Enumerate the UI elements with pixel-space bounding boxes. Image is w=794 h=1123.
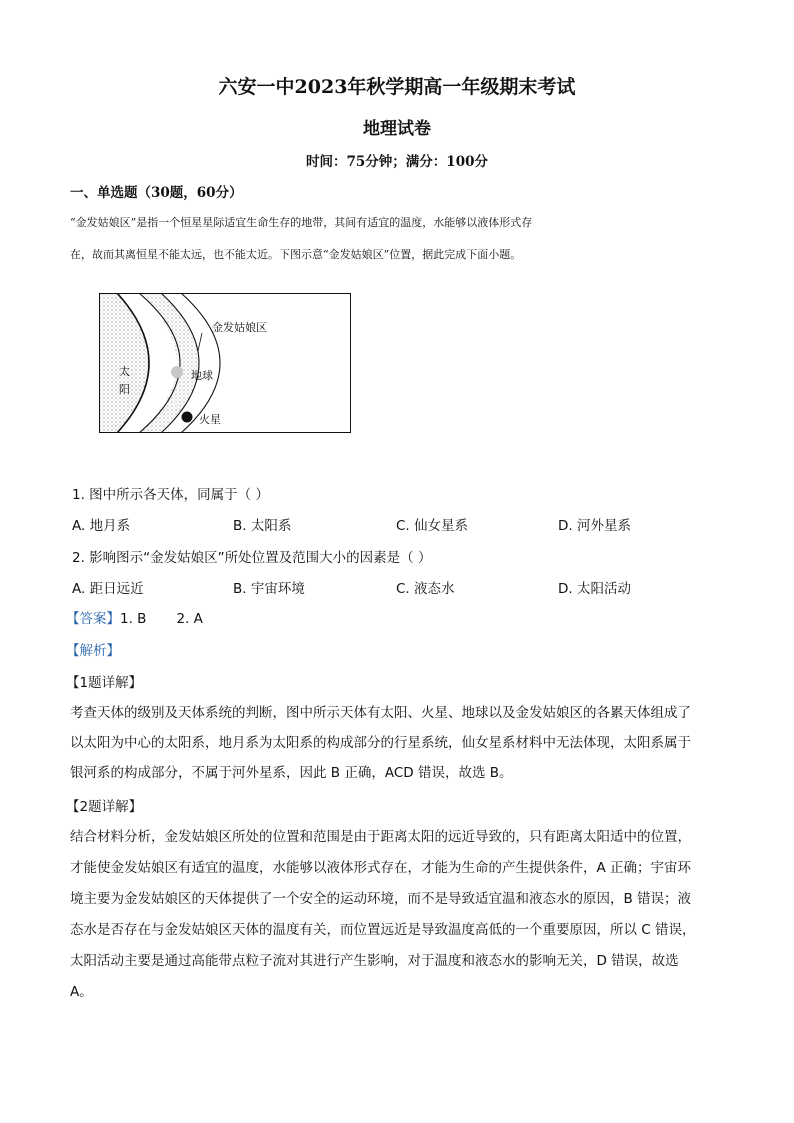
- earth-dot: [171, 366, 183, 378]
- q2-option-b: B. 宇宙环境: [233, 581, 305, 597]
- detail-1-line-3: 银河系的构成部分，不属于河外星系，因此 B 正确，ACD 错误，故选 B。: [70, 765, 513, 781]
- section-heading: 一、单选题（30题，60分）: [70, 185, 243, 201]
- sun-label-1: 太: [119, 365, 130, 378]
- detail-2-line-6: A。: [70, 984, 93, 1000]
- mars-label: 火星: [199, 413, 221, 426]
- detail-1-line-1: 考查天体的级别及天体系统的判断，图中所示天体有太阳、火星、地球以及金发姑娘区的各累天体组成了: [70, 705, 691, 721]
- material-line-1: “金发姑娘区”是指一个恒星星际适宜生命生存的地带，其间有适宜的温度，水能够以液体形式存: [70, 216, 533, 229]
- q1-option-a: A. 地月系: [72, 518, 131, 534]
- detail-2-line-5: 太阳活动主要是通过高能带点粒子流对其进行产生影响，对于温度和液态水的影响无关，D 错误，故选: [70, 953, 679, 969]
- mars-dot: [182, 412, 193, 423]
- detail-2-line-1: 结合材料分析，金发姑娘区所处的位置和范围是由于距离太阳的远近导致的，只有距离太阳适中的位置，: [70, 829, 691, 845]
- q2-option-d: D. 太阳活动: [558, 581, 631, 597]
- detail-2-line-3: 境主要为金发姑娘区的天体提供了一个安全的运动环境，而不是导致适宜温和液态水的原因，B 错误；液: [70, 891, 692, 907]
- goldilocks-figure: [99, 293, 351, 433]
- answer-line: [66, 607, 203, 627]
- detail-1-tag: 【1题详解】: [66, 675, 143, 691]
- q1-option-b: B. 太阳系: [233, 518, 292, 534]
- exam-title: 六安一中2023年秋学期高一年级期末考试: [218, 76, 576, 98]
- zone-label: 金发姑娘区: [212, 321, 267, 334]
- detail-2-tag: 【2题详解】: [66, 799, 143, 815]
- analysis-tag: 【解析】: [66, 643, 120, 659]
- answer-text: 1. B 2. A: [120, 611, 203, 627]
- question-1-stem: 1. 图中所示各天体，同属于（ ）: [72, 487, 269, 503]
- q2-option-a: A. 距日远近: [72, 581, 144, 597]
- sun-label-2: 阳: [119, 383, 130, 396]
- material-line-2: 在，故而其离恒星不能太远，也不能太近。下图示意“金发姑娘区”位置，据此完成下面小题。: [70, 248, 522, 261]
- q1-option-d: D. 河外星系: [558, 518, 631, 534]
- question-2-stem: 2. 影响图示“金发姑娘区”所处位置及范围大小的因素是（ ）: [72, 550, 432, 566]
- answer-tag: 【答案】: [66, 611, 120, 627]
- q2-option-c: C. 液态水: [396, 581, 455, 597]
- exam-info: 时间：75分钟；满分：100分: [306, 154, 488, 170]
- subject-title: 地理试卷: [363, 119, 431, 139]
- detail-2-line-4: 态水是否存在与金发姑娘区天体的温度有关，而位置远近是导致温度高低的一个重要原因，所以 C 错误，: [70, 922, 696, 938]
- q1-option-c: C. 仙女星系: [396, 518, 469, 534]
- detail-1-line-2: 以太阳为中心的太阳系，地月系为太阳系的构成部分的行星系统，仙女星系材料中无法体现，太阳系属于: [70, 735, 691, 751]
- detail-2-line-2: 才能使金发姑娘区有适宜的温度，水能够以液体形式存在，才能为生命的产生提供条件，A 正确；宇宙环: [70, 860, 692, 876]
- earth-label: 地球: [191, 369, 213, 382]
- goldilocks-diagram: [99, 293, 351, 433]
